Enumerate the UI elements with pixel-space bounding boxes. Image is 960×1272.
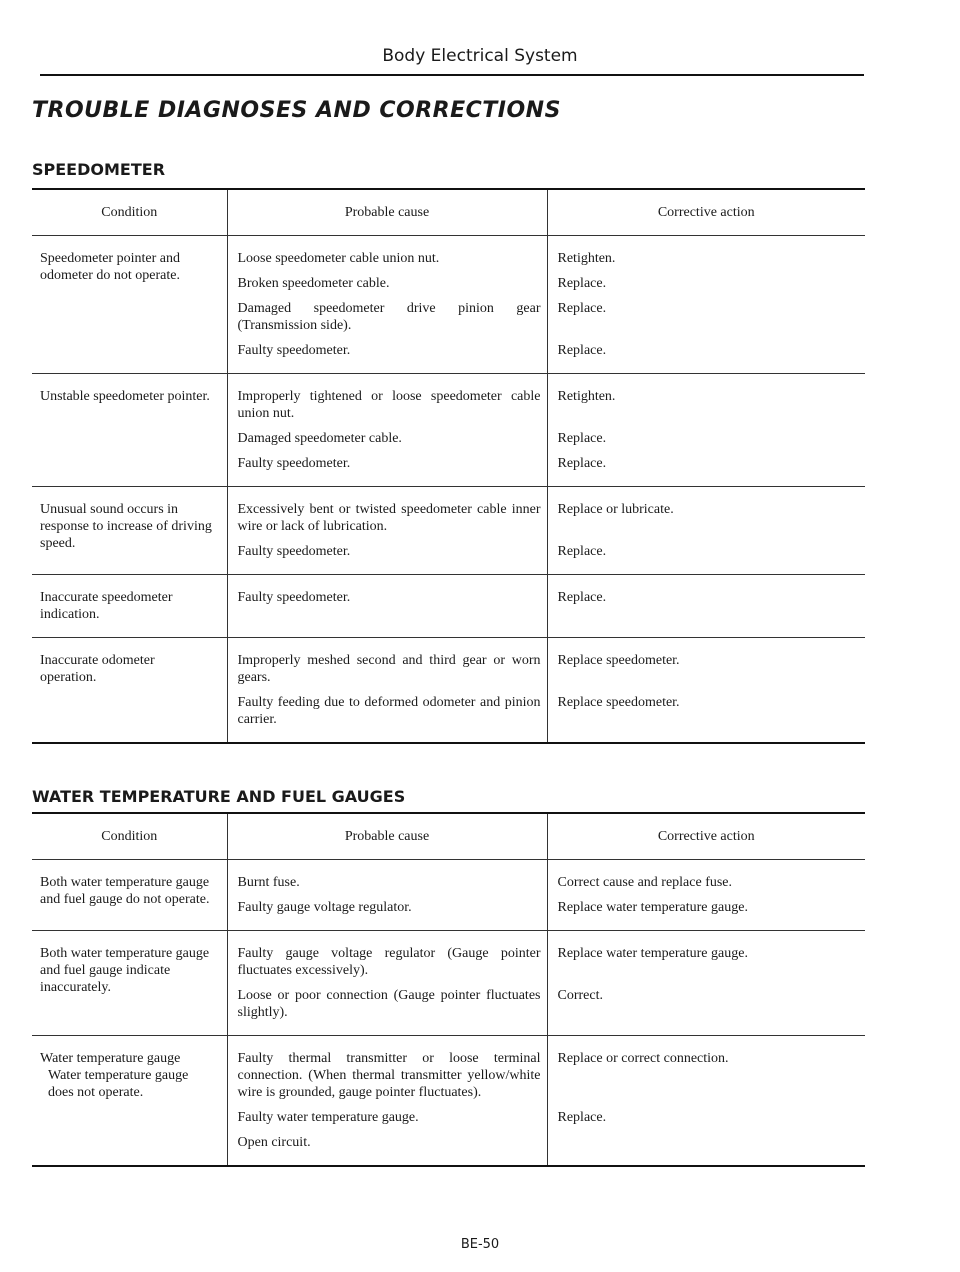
action-cell <box>547 575 865 638</box>
cause-cell <box>227 575 547 638</box>
corrective-action: Retighten. <box>557 389 616 404</box>
probable-cause: Improperly meshed second and third gear or worn gears. <box>237 653 541 685</box>
condition-cell <box>32 860 227 931</box>
corrective-action: Replace. <box>557 431 607 446</box>
corrective-action: Replace speedometer. <box>557 653 680 668</box>
probable-cause: Faulty gauge voltage regulator. <box>237 900 412 915</box>
table-row <box>32 236 865 374</box>
cause-cell <box>227 638 547 744</box>
probable-cause: Faulty thermal transmitter or loose terminal connection. (When thermal transmitter yellow/white wire is grounded, gauge pointer fluctuates). <box>237 1051 541 1100</box>
column-header-action: Corrective action <box>547 813 865 860</box>
probable-cause: Faulty water temperature gauge. <box>237 1110 419 1125</box>
action-cell <box>547 374 865 487</box>
condition-text: Inaccurate odometer operation. <box>40 653 155 685</box>
cause-cell <box>227 1036 547 1167</box>
action-cell <box>547 931 865 1036</box>
action-cell <box>547 487 865 575</box>
page-title: TROUBLE DIAGNOSES AND CORRECTIONS <box>32 98 561 123</box>
condition-text: Unusual sound occurs in response to increase of driving speed. <box>40 502 212 551</box>
condition-cell <box>32 638 227 744</box>
condition-cell <box>32 487 227 575</box>
table-row <box>32 575 865 638</box>
cause-cell <box>227 931 547 1036</box>
corrective-action: Replace. <box>557 301 607 316</box>
table-row <box>32 1036 865 1167</box>
corrective-action: Replace. <box>557 456 607 471</box>
probable-cause: Damaged speedometer drive pinion gear (Transmission side). <box>237 301 541 333</box>
probable-cause: Faulty speedometer. <box>237 590 351 605</box>
corrective-action: Retighten. <box>557 251 616 266</box>
cause-cell <box>227 236 547 374</box>
column-header-condition: Condition <box>32 813 227 860</box>
table-row <box>32 487 865 575</box>
corrective-action <box>558 1134 860 1151</box>
cause-cell <box>227 860 547 931</box>
probable-cause: Improperly tightened or loose speedometer cable union nut. <box>237 389 541 421</box>
probable-cause: Damaged speedometer cable. <box>237 431 402 446</box>
corrective-action: Correct cause and replace fuse. <box>557 875 733 890</box>
column-header-cause: Probable cause <box>227 813 547 860</box>
table-row <box>32 860 865 931</box>
column-header-condition: Condition <box>32 189 227 236</box>
probable-cause: Faulty speedometer. <box>237 456 351 471</box>
corrective-action: Replace. <box>557 1110 607 1125</box>
cause-cell <box>227 487 547 575</box>
condition-text: Water temperature gauge does not operate. <box>48 1068 189 1100</box>
condition-cell <box>32 374 227 487</box>
action-cell <box>547 638 865 744</box>
corrective-action: Correct. <box>557 988 603 1003</box>
probable-cause: Excessively bent or twisted speedometer cable inner wire or lack of lubrication. <box>237 502 541 534</box>
condition-text: Both water temperature gauge and fuel gauge indicate inaccurately. <box>40 946 210 995</box>
condition-text: Unstable speedometer pointer. <box>40 389 210 404</box>
condition-text: Inaccurate speedometer indication. <box>40 590 173 622</box>
condition-cell <box>32 1036 227 1167</box>
probable-cause: Broken speedometer cable. <box>237 276 390 291</box>
header-rule <box>40 74 864 76</box>
column-header-cause: Probable cause <box>227 189 547 236</box>
corrective-action: Replace or lubricate. <box>557 502 674 517</box>
condition-cell <box>32 575 227 638</box>
corrective-action: Replace water temperature gauge. <box>557 900 748 915</box>
condition-text: Speedometer pointer and odometer do not operate. <box>40 251 180 283</box>
probable-cause: Loose speedometer cable union nut. <box>237 251 440 266</box>
action-cell <box>547 236 865 374</box>
corrective-action: Replace. <box>557 544 607 559</box>
corrective-action: Replace. <box>557 276 607 291</box>
table-row <box>32 374 865 487</box>
page-header: Body Electrical System <box>382 46 578 66</box>
probable-cause: Faulty speedometer. <box>237 544 351 559</box>
action-cell <box>547 860 865 931</box>
condition-text: Both water temperature gauge and fuel gauge do not operate. <box>40 875 210 907</box>
page-number: BE-50 <box>460 1237 500 1252</box>
section-title-speedometer: SPEEDOMETER <box>32 160 166 179</box>
probable-cause: Faulty gauge voltage regulator (Gauge pointer fluctuates excessively). <box>237 946 541 978</box>
probable-cause: Open circuit. <box>237 1135 311 1150</box>
table-row <box>32 638 865 744</box>
probable-cause: Loose or poor connection (Gauge pointer fluctuates slightly). <box>237 988 541 1020</box>
probable-cause: Faulty feeding due to deformed odometer and pinion carrier. <box>237 695 541 727</box>
section-title-gauges: WATER TEMPERATURE AND FUEL GAUGES <box>32 787 406 806</box>
probable-cause: Faulty speedometer. <box>237 343 351 358</box>
table-row <box>32 931 865 1036</box>
corrective-action: Replace or correct connection. <box>557 1051 729 1066</box>
condition-cell <box>32 931 227 1036</box>
corrective-action: Replace speedometer. <box>557 695 680 710</box>
speedometer-table <box>32 188 865 744</box>
condition-cell <box>32 236 227 374</box>
probable-cause: Burnt fuse. <box>237 875 300 890</box>
corrective-action: Replace water temperature gauge. <box>557 946 748 961</box>
column-header-action: Corrective action <box>547 189 865 236</box>
cause-cell <box>227 374 547 487</box>
condition-heading: Water temperature gauge <box>40 1051 181 1066</box>
corrective-action: Replace. <box>557 590 607 605</box>
corrective-action: Replace. <box>557 343 607 358</box>
gauges-table <box>32 812 865 1167</box>
action-cell <box>547 1036 865 1167</box>
